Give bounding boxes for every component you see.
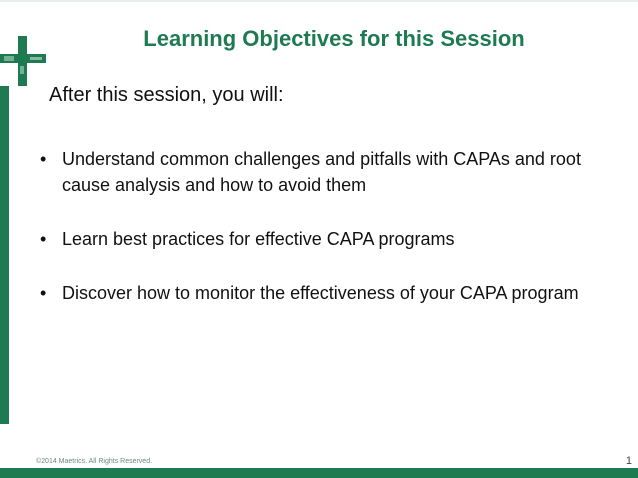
bullet-text: Learn best practices for effective CAPA programs bbox=[62, 229, 455, 249]
bullet-icon: • bbox=[40, 283, 47, 303]
slide-title: Learning Objectives for this Session bbox=[143, 26, 525, 51]
list-item bbox=[40, 280, 600, 306]
list-item bbox=[40, 226, 600, 252]
bullet-text: Understand common challenges and pitfalls with CAPAs and root cause analysis and how to avoid them bbox=[62, 149, 581, 195]
bullet-text: Discover how to monitor the effectiveness of your CAPA program bbox=[62, 283, 579, 303]
top-divider bbox=[0, 0, 638, 2]
footer-bar bbox=[0, 468, 638, 478]
left-accent-bar bbox=[0, 86, 9, 424]
intro-text: After this session, you will: bbox=[49, 84, 284, 106]
copyright-notice: ©2014 Maetrics. All Rights Reserved. bbox=[36, 458, 153, 465]
page-number: 1 bbox=[625, 455, 632, 467]
list-item bbox=[40, 146, 600, 198]
bullet-icon: • bbox=[40, 229, 47, 249]
bullet-icon: • bbox=[40, 149, 47, 169]
objectives-list bbox=[40, 146, 600, 334]
